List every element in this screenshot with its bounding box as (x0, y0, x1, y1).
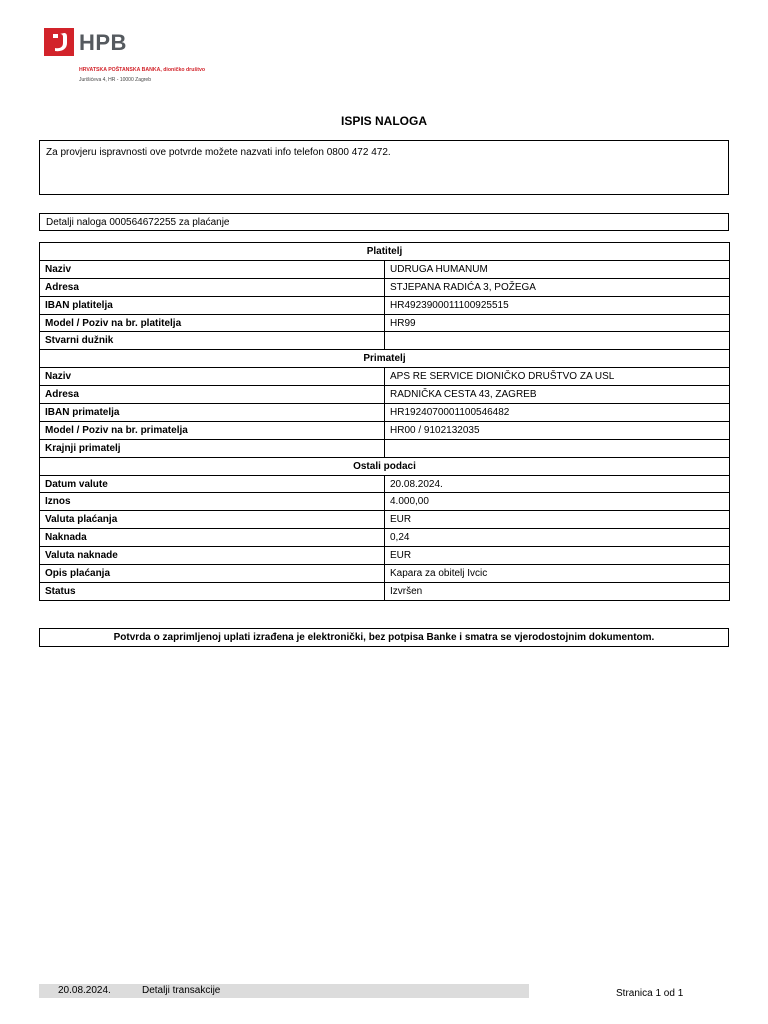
field-value: 0,24 (385, 529, 730, 547)
field-label: IBAN platitelja (40, 296, 385, 314)
field-value: RADNIČKA CESTA 43, ZAGREB (385, 386, 730, 404)
table-row (40, 493, 730, 511)
bank-logo (44, 28, 264, 88)
logo-brand-text: HPB (79, 30, 127, 55)
table-row (40, 260, 730, 278)
table-row (40, 582, 730, 600)
table-row (40, 332, 730, 350)
field-value: APS RE SERVICE DIONIČKO DRUŠTVO ZA USL (385, 368, 730, 386)
section-header-payer: Platitelj (40, 243, 730, 261)
field-value: STJEPANA RADIĆA 3, POŽEGA (385, 278, 730, 296)
field-label: Valuta plaćanja (40, 511, 385, 529)
field-value: HR99 (385, 314, 730, 332)
field-label: Naziv (40, 368, 385, 386)
field-label: Model / Poziv na br. platitelja (40, 314, 385, 332)
table-row (40, 511, 730, 529)
field-label: Status (40, 582, 385, 600)
page-title: ISPIS NALOGA (340, 114, 427, 128)
field-label: Adresa (40, 278, 385, 296)
table-row (40, 439, 730, 457)
footer-date: 20.08.2024. (58, 985, 111, 996)
field-label: Iznos (40, 493, 385, 511)
table-row (40, 296, 730, 314)
page-number: Stranica 1 od 1 (616, 988, 684, 999)
table-row (40, 565, 730, 583)
field-value: HR1924070001100546482 (385, 404, 730, 422)
table-row (40, 547, 730, 565)
field-value: HR00 / 9102132035 (385, 421, 730, 439)
table-row (40, 475, 730, 493)
field-value: EUR (385, 547, 730, 565)
field-label: Valuta naknade (40, 547, 385, 565)
field-value: UDRUGA HUMANUM (385, 260, 730, 278)
field-label: Datum valute (40, 475, 385, 493)
order-details-text: Detalji naloga 000564672255 za plaćanje (46, 217, 230, 228)
section-header-other: Ostali podaci (40, 457, 730, 475)
confirmation-text: Potvrda o zaprimljenoj uplati izrađena je elektronički, bez potpisa Banke i smatra se vjerodostojnim dokumentom. (113, 632, 655, 643)
logo-address: Jurišićeva 4, HR - 10000 Zagreb (79, 77, 151, 83)
hpb-logo-icon (44, 28, 74, 56)
logo-bank-name: HRVATSKA POŠTANSKA BANKA, dioničko društvo (79, 67, 206, 73)
field-value (385, 439, 730, 457)
field-label: Stvarni dužnik (40, 332, 385, 350)
section-header-row (40, 243, 730, 261)
field-value: HR4923900011100925515 (385, 296, 730, 314)
footer-description: Detalji transakcije (142, 985, 221, 996)
field-label: Naziv (40, 260, 385, 278)
field-label: Naknada (40, 529, 385, 547)
field-label: Model / Poziv na br. primatelja (40, 421, 385, 439)
field-value: 20.08.2024. (385, 475, 730, 493)
field-value (385, 332, 730, 350)
field-label: Adresa (40, 386, 385, 404)
field-value: 4.000,00 (385, 493, 730, 511)
field-label: IBAN primatelja (40, 404, 385, 422)
field-value: EUR (385, 511, 730, 529)
field-label: Opis plaćanja (40, 565, 385, 583)
section-header-row (40, 350, 730, 368)
table-row (40, 529, 730, 547)
table-row (40, 386, 730, 404)
info-box (39, 140, 729, 195)
section-header-row (40, 457, 730, 475)
section-header-payee: Primatelj (40, 350, 730, 368)
field-value: Izvršen (385, 582, 730, 600)
footer-bar (39, 984, 529, 998)
field-value: Kapara za obitelj Ivcic (385, 565, 730, 583)
order-details-box (39, 213, 729, 231)
info-text: Za provjeru ispravnosti ove potvrde možete nazvati info telefon 0800 472 472. (46, 147, 391, 158)
field-label: Krajnji primatelj (40, 439, 385, 457)
table-row (40, 314, 730, 332)
table-row (40, 368, 730, 386)
payment-order-table (39, 242, 730, 601)
confirmation-box (39, 628, 729, 647)
table-row (40, 421, 730, 439)
table-row (40, 278, 730, 296)
table-row (40, 404, 730, 422)
